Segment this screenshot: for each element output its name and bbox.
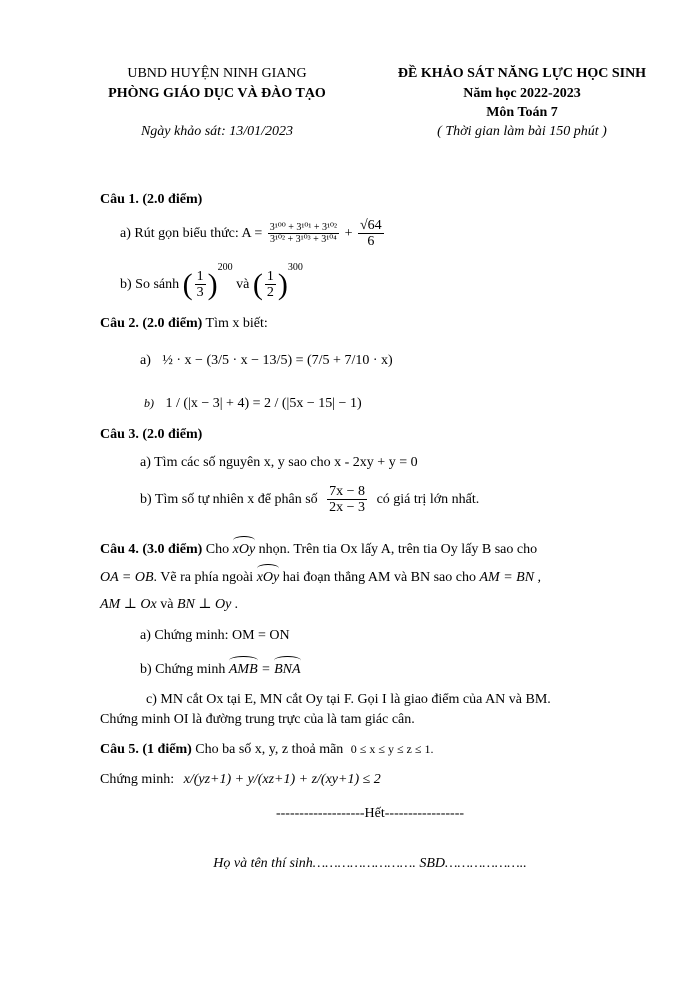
q3-part-a: a) Tìm các số nguyên x, y sao cho x - 2xy + y = 0 [140,455,418,470]
q1-a-plus: + [344,225,353,241]
q4-part-c-line1: c) MN cắt Ox tại E, MN cắt Oy tại F. Gọi I là giao điểm của AN và BM. [146,692,551,707]
q1-b-label: b) So sánh [120,276,180,292]
q5-condition: 0 ≤ x ≤ y ≤ z ≤ 1. [350,742,434,756]
exam-title: ĐỀ KHẢO SÁT NĂNG LỰC HỌC SINH [397,66,647,81]
q1-b-two: 2 [266,285,274,301]
q5-title-rest: Cho ba số x, y, z thoả mãn [191,742,344,757]
q4-line3 [100,596,238,613]
q1-b-one-b: 1 [266,268,274,284]
q1-a-root: √64 [359,218,382,233]
q4-line1-a: Cho [205,542,230,557]
q4-line3-c: BN ⊥ Oy . [176,597,239,612]
q1-a-fraction [268,222,339,245]
q1-b-va: và [236,276,250,292]
exam-date: Ngày khảo sát: 13/01/2023 [140,124,294,139]
q4-part-c-line2: Chứng minh OI là đường trung trực của là tam giác cân. [100,712,415,727]
q1-a-denominator: 3¹⁰² + 3¹⁰³ + 3¹⁰⁴ [270,234,337,246]
school-year: Năm học 2022-2023 [463,86,581,101]
q1-a-numerator: 3¹⁰⁰ + 3¹⁰¹ + 3¹⁰² [269,222,338,234]
q4-b-eq: = [261,662,271,677]
q4-line1-b: nhọn. Trên tia Ox lấy A, trên tia Oy lấy B sao cho [258,542,538,557]
q2-part-a [140,353,393,369]
time-limit: ( Thời gian làm bài 150 phút ) [437,124,607,139]
q2-b-expression: 1 / (|x − 3| + 4) = 2 / (|5x − 15| − 1) [165,396,362,411]
q1-a-six: 6 [367,234,375,250]
q2-title-rest: Tìm x biết: [202,316,268,331]
q3-b-numerator: 7x − 8 [329,484,366,499]
q4-line3-b: và [160,597,174,612]
q2-b-label: b) [144,396,154,410]
q1-b-exp1: 200 [217,262,233,273]
q1-a-label: a) Rút gọn biểu thức: A = [120,225,263,241]
q4-angle-amb: AMB [228,662,258,677]
q4-line2-d: AM = BN , [479,570,542,585]
q2-a-label: a) [140,353,151,368]
q4-b-pre: b) Chứng minh [140,662,226,677]
q4-line1 [100,542,537,558]
q3-part-b [140,484,479,516]
end-marker: -------------------Hết----------------- [275,806,465,821]
q5-title-bold: Câu 5. (1 điểm) [100,742,192,757]
q1-part-b: b) So sánh ( $\frac{1}{3}$ )$^{200}$ và ( $\frac{1}{2}$ )$^{300}$ [120,262,303,301]
q4-line2 [100,570,541,586]
header-department: PHÒNG GIÁO DỤC VÀ ĐÀO TẠO [108,86,326,101]
q1-b-three: 3 [196,285,204,301]
q4-title: Câu 4. (3.0 điểm) [100,542,203,557]
q5-prove-label: Chứng minh: [100,772,175,787]
q4-line2-a: OA = OB [100,570,154,585]
q2-title [100,316,268,332]
candidate-info: Họ và tên thí sinh……………………. SBD……………….. [213,856,527,871]
header-authority: UBND HUYỆN NINH GIANG [127,66,307,81]
q4-angle-xoy: xOy [232,542,256,557]
q4-angle-xoy-2: xOy [256,570,280,585]
q4-line2-c: hai đoạn thẳng AM và BN sao cho [282,570,476,585]
q4-line3-a: AM ⊥ Ox [100,597,157,612]
q3-b-post: có giá trị lớn nhất. [376,491,480,507]
q4-angle-bna: BNA [274,662,301,677]
q1-b-exp2: 300 [287,262,303,273]
q2-a-expression: ½ · x − (3/5 · x − 13/5) = (7/5 + 7/10 · x) [162,353,393,368]
q2-part-b [144,396,362,412]
q4-part-a: a) Chứng minh: OM = ON [140,628,290,643]
q3-title: Câu 3. (2.0 điểm) [100,427,203,442]
q4-line2-b: . Vẽ ra phía ngoài [153,570,254,585]
q5-title [100,742,433,758]
q1-title: Câu 1. (2.0 điểm) [100,192,203,207]
subject: Môn Toán 7 [486,105,558,120]
q5-prove [100,772,381,788]
q4-part-b [140,662,301,678]
q1-a-root-fraction [358,218,384,250]
q5-expression: x/(yz+1) + y/(xz+1) + z/(xy+1) ≤ 2 [183,772,381,787]
q3-b-fraction [327,484,367,516]
q1-part-a [120,218,386,250]
q3-b-denominator: 2x − 3 [329,500,366,516]
q1-b-one-a: 1 [196,268,204,284]
q2-title-bold: Câu 2. (2.0 điểm) [100,316,203,331]
q3-b-pre: b) Tìm số tự nhiên x để phân số [140,491,318,507]
